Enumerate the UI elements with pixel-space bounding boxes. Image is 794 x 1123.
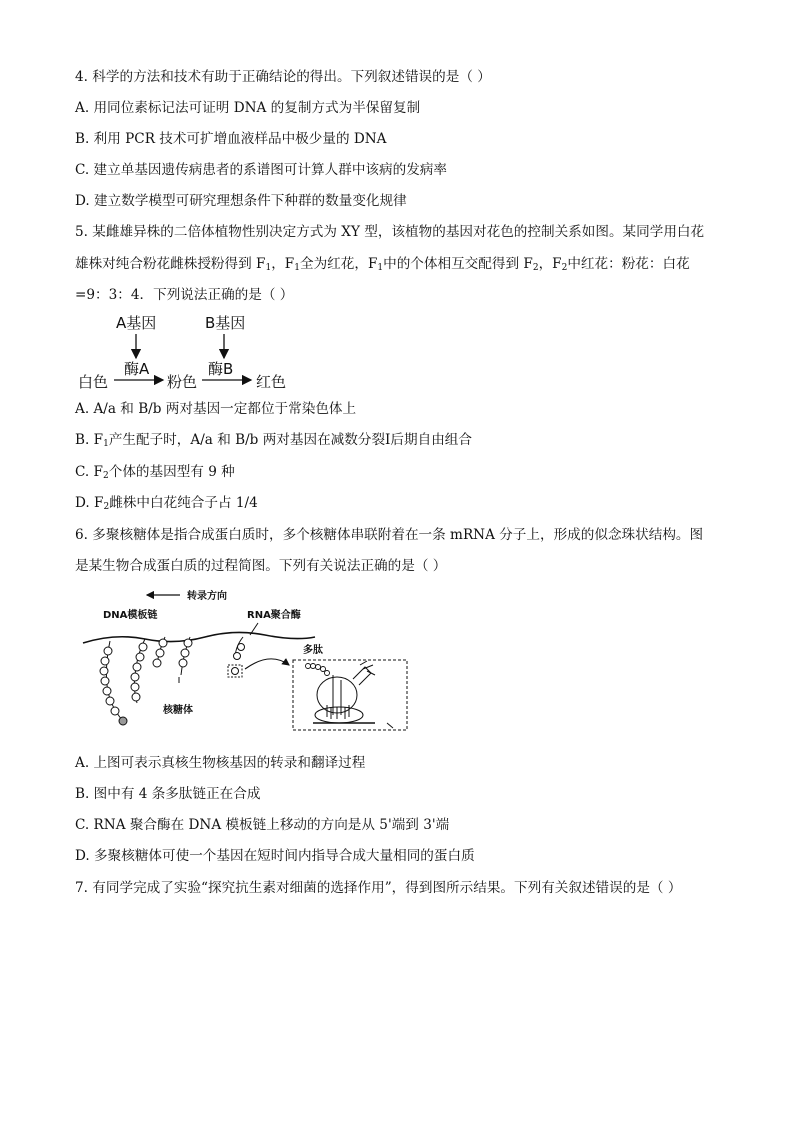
q7-stem: 7. 有同学完成了实验“探究抗生素对细菌的选择作用”，得到图所示结果。下列有关叙述错误的是（ ） (75, 880, 682, 896)
q6-stem-line1: 6. 多聚核糖体是指合成蛋白质时，多个核糖体串联附着在一条 mRNA 分子上，形成的似念珠状结构。图 (75, 527, 704, 543)
q6-option-c: C. RNA 聚合酶在 DNA 模板链上移动的方向是从 5'端到 3'端 (75, 817, 450, 833)
ribosome-chain-5 (234, 644, 245, 660)
dna-template-label: DNA模板链 (103, 610, 158, 621)
q4-option-c: C. 建立单基因遗传病患者的系谱图可计算人群中该病的发病率 (75, 162, 447, 178)
polypeptide-chain (306, 664, 330, 676)
q6-polyribosome-diagram (75, 585, 415, 735)
ribosome-chain-4 (179, 639, 192, 667)
pink-label: 粉色 (167, 373, 198, 391)
enzyme-a-label: 酶A (124, 360, 150, 378)
ribosome-chain-3 (153, 639, 167, 667)
ribosome-chain-1 (100, 647, 127, 725)
q5-option-a: A. A/a 和 B/b 两对基因一定都位于常染色体上 (75, 401, 357, 417)
q6-option-a: A. 上图可表示真核生物核基因的转录和翻译过程 (75, 755, 366, 771)
polypeptide-label: 多肽 (303, 645, 323, 656)
transcription-direction-label: 转录方向 (187, 591, 227, 602)
ribosome-label: 核糖体 (163, 705, 193, 716)
dna-template-strand (83, 632, 315, 643)
q4-option-a: A. 用同位素标记法可证明 DNA 的复制方式为半保留复制 (75, 100, 421, 116)
q4-option-d: D. 建立数学模型可研究理想条件下种群的数量变化规律 (75, 193, 407, 209)
q5-pathway-diagram (70, 308, 310, 393)
q5-option-b: B. $F_1$产生配子时，A/a 和 B/b 两对基因在减数分裂Ⅰ后期自由组合 (75, 432, 472, 449)
ribosome-chain-2 (131, 643, 147, 701)
q4-stem: 4. 科学的方法和技术有助于正确结论的得出。下列叙述错误的是（ ） (75, 69, 491, 85)
magnified-view-box (293, 660, 407, 730)
enzyme-b-label: 酶B (208, 360, 234, 378)
q5-stem-line1: 5. 某雌雄异株的二倍体植物性别决定方式为 XY 型，该植物的基因对花色的控制关系如图。某同学用白花 (75, 224, 705, 240)
q5-stem-line3: =9：3：4．下列说法正确的是（ ） (75, 287, 294, 303)
q5-option-d: D. $F_2$雌株中白花纯合子占 1/4 (75, 495, 258, 512)
q5-stem-line2: 雄株对纯合粉花雌株授粉得到 $F_1$，$F_1$全为红花，$F_1$中的个体相互交配得到 $F_2$，$F_2$中红花：粉花：白花 (75, 256, 690, 273)
red-label: 红色 (256, 373, 287, 391)
q6-option-b: B. 图中有 4 条多肽链正在合成 (75, 786, 261, 802)
rna-polymerase-label: RNA聚合酶 (247, 610, 301, 621)
q6-option-d: D. 多聚核糖体可使一个基因在短时间内指导合成大量相同的蛋白质 (75, 848, 475, 864)
gene-a-label: A基因 (116, 314, 157, 332)
q4-option-b: B. 利用 PCR 技术可扩增血液样品中极少量的 DNA (75, 131, 387, 147)
q5-option-c: C. $F_2$个体的基因型有 9 种 (75, 464, 235, 481)
q6-stem-line2: 是某生物合成蛋白质的过程简图。下列有关说法正确的是（ ） (75, 558, 447, 574)
white-label: 白色 (78, 373, 109, 391)
magnify-arrow (245, 659, 289, 669)
gene-b-label: B基因 (205, 314, 246, 332)
